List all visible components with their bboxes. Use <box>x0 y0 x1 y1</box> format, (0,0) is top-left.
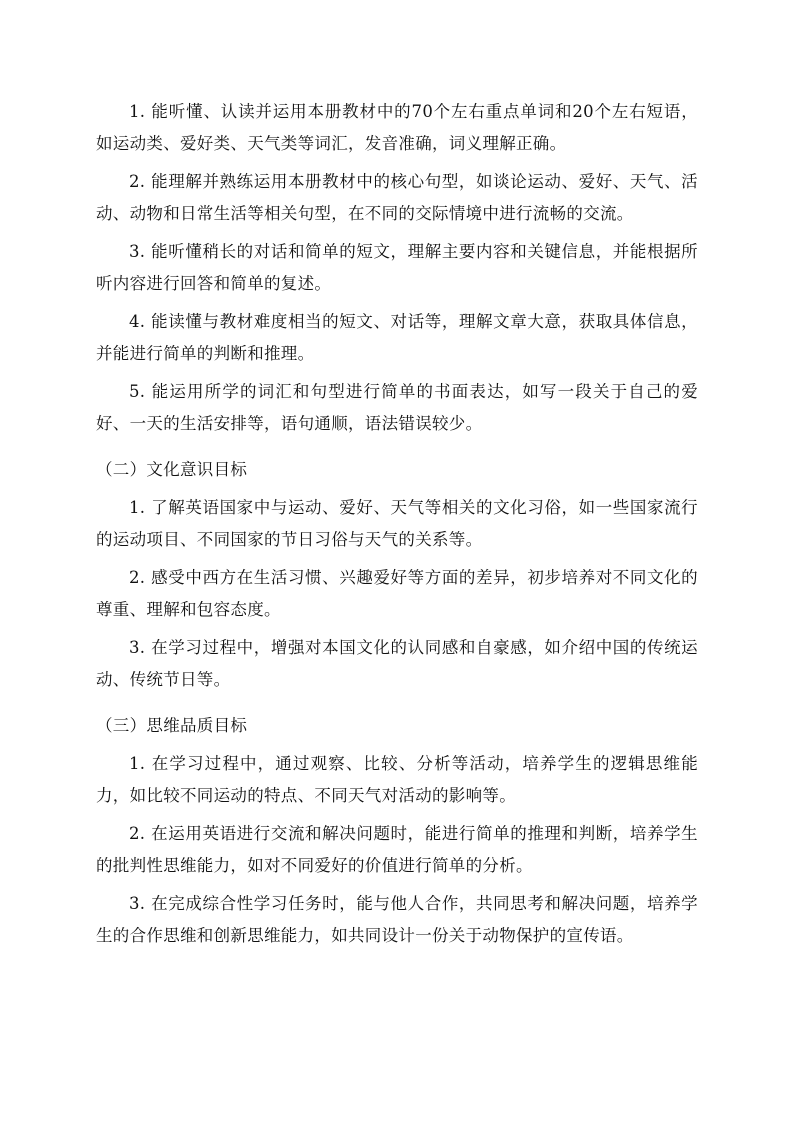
goal-item: 2. 感受中西方在生活习惯、兴趣爱好等方面的差异，初步培养对不同文化的尊重、理解和包容态度。 <box>96 568 698 619</box>
goal-item: 3. 在学习过程中，增强对本国文化的认同感和自豪感，如介绍中国的传统运动、传统节日等。 <box>96 638 698 689</box>
language-ability-goals <box>96 96 698 440</box>
culture-awareness-goals <box>96 492 698 696</box>
goal-item: 3. 在完成综合性学习任务时，能与他人合作，共同思考和解决问题，培养学生的合作思维和创新思维能力，如共同设计一份关于动物保护的宣传语。 <box>96 894 698 945</box>
goal-item: 4. 能读懂与教材难度相当的短文、对话等，理解文章大意，获取具体信息，并能进行简单的判断和推理。 <box>96 312 698 363</box>
goal-item: 1. 能听懂、认读并运用本册教材中的70个左右重点单词和20个左右短语，如运动类、爱好类、天气类等词汇，发音准确，词义理解正确。 <box>96 102 698 153</box>
goal-item: 5. 能运用所学的词汇和句型进行简单的书面表达，如写一段关于自己的爱好、一天的生活安排等，语句通顺，语法错误较少。 <box>96 382 698 433</box>
thinking-quality-goals <box>96 748 698 952</box>
goal-item: 1. 了解英语国家中与运动、爱好、天气等相关的文化习俗，如一些国家流行的运动项目、不同国家的节日习俗与天气的关系等。 <box>96 498 698 549</box>
section-heading-thinking: （三）思维品质目标 <box>96 716 248 735</box>
goal-item: 2. 在运用英语进行交流和解决问题时，能进行简单的推理和判断，培养学生的批判性思维能力，如对不同爱好的价值进行简单的分析。 <box>96 824 698 875</box>
section-heading-culture: （二）文化意识目标 <box>96 460 248 479</box>
goal-item: 1. 在学习过程中，通过观察、比较、分析等活动，培养学生的逻辑思维能力，如比较不同运动的特点、不同天气对活动的影响等。 <box>96 754 698 805</box>
goal-item: 2. 能理解并熟练运用本册教材中的核心句型，如谈论运动、爱好、天气、活动、动物和日常生活等相关句型，在不同的交际情境中进行流畅的交流。 <box>96 172 698 223</box>
goal-item: 3. 能听懂稍长的对话和简单的短文，理解主要内容和关键信息，并能根据所听内容进行回答和简单的复述。 <box>96 242 698 293</box>
